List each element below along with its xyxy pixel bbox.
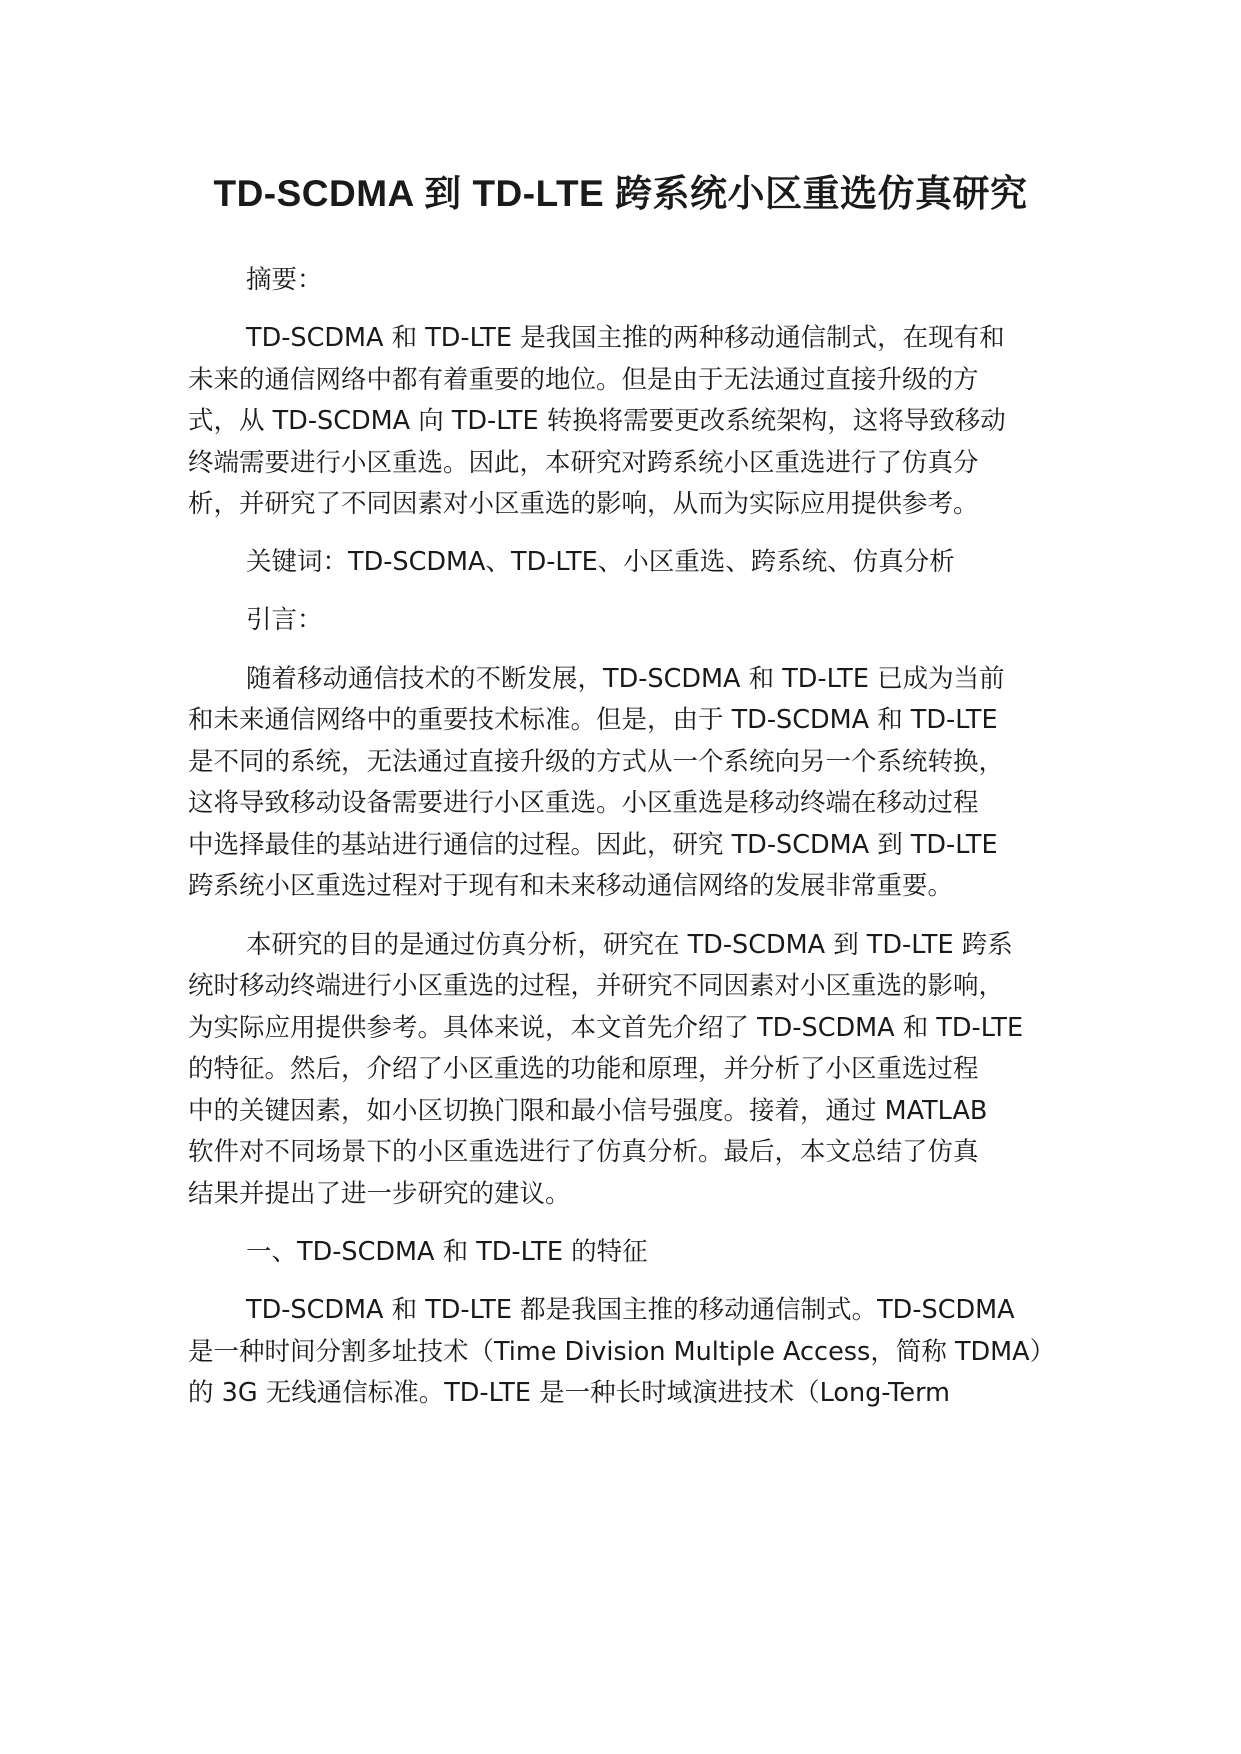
- abstract-line: 未来的通信网络中都有着重要的地位。但是由于无法通过直接升级的方: [188, 365, 979, 395]
- keywords-line: 关键词：TD-SCDMA、TD-LTE、小区重选、跨系统、仿真分析: [246, 547, 955, 577]
- intro-line: 中选择最佳的基站进行通信的过程。因此，研究 TD-SCDMA 到 TD-LTE: [188, 830, 998, 860]
- intro-line: 和未来通信网络中的重要技术标准。但是，由于 TD-SCDMA 和 TD-LTE: [188, 705, 998, 735]
- abstract-line: TD-SCDMA 和 TD-LTE 是我国主推的两种移动通信制式，在现有和: [246, 323, 1005, 353]
- section1-line: 的 3G 无线通信标准。TD-LTE 是一种长时域演进技术（Long-Term: [188, 1378, 950, 1408]
- intro-line: 中的关键因素，如小区切换门限和最小信号强度。接着，通过 MATLAB: [188, 1096, 988, 1126]
- abstract-label: 摘要：: [246, 265, 323, 295]
- abstract-line: 析，并研究了不同因素对小区重选的影响，从而为实际应用提供参考。: [188, 489, 979, 519]
- intro-line: 本研究的目的是通过仿真分析，研究在 TD-SCDMA 到 TD-LTE 跨系: [246, 930, 1013, 960]
- abstract-line: 式，从 TD-SCDMA 向 TD-LTE 转换将需要更改系统架构，这将导致移动: [188, 406, 1006, 436]
- document-title: TD-SCDMA 到 TD-LTE 跨系统小区重选仿真研究: [213, 173, 1028, 214]
- intro-line: 随着移动通信技术的不断发展，TD-SCDMA 和 TD-LTE 已成为当前: [246, 664, 1005, 694]
- abstract-line: 终端需要进行小区重选。因此，本研究对跨系统小区重选进行了仿真分: [188, 448, 979, 478]
- intro-line: 跨系统小区重选过程对于现有和未来移动通信网络的发展非常重要。: [188, 871, 954, 901]
- intro-line: 统时移动终端进行小区重选的过程，并研究不同因素对小区重选的影响，: [188, 971, 1005, 1001]
- intro-line: 这将导致移动设备需要进行小区重选。小区重选是移动终端在移动过程: [188, 788, 979, 818]
- intro-label: 引言：: [246, 605, 323, 635]
- intro-line: 为实际应用提供参考。具体来说，本文首先介绍了 TD-SCDMA 和 TD-LTE: [188, 1013, 1024, 1043]
- section1-line: 是一种时间分割多址技术（Time Division Multiple Access，简称 TDMA）: [188, 1337, 1056, 1367]
- intro-line: 软件对不同场景下的小区重选进行了仿真分析。最后，本文总结了仿真: [188, 1137, 979, 1167]
- intro-line: 的特征。然后，介绍了小区重选的功能和原理，并分析了小区重选过程: [188, 1054, 979, 1084]
- intro-line: 结果并提出了进一步研究的建议。: [188, 1179, 571, 1209]
- section-heading: 一、TD-SCDMA 和 TD-LTE 的特征: [246, 1237, 648, 1267]
- intro-line: 是不同的系统，无法通过直接升级的方式从一个系统向另一个系统转换，: [188, 747, 1005, 777]
- section1-line: TD-SCDMA 和 TD-LTE 都是我国主推的移动通信制式。TD-SCDMA: [246, 1295, 1015, 1325]
